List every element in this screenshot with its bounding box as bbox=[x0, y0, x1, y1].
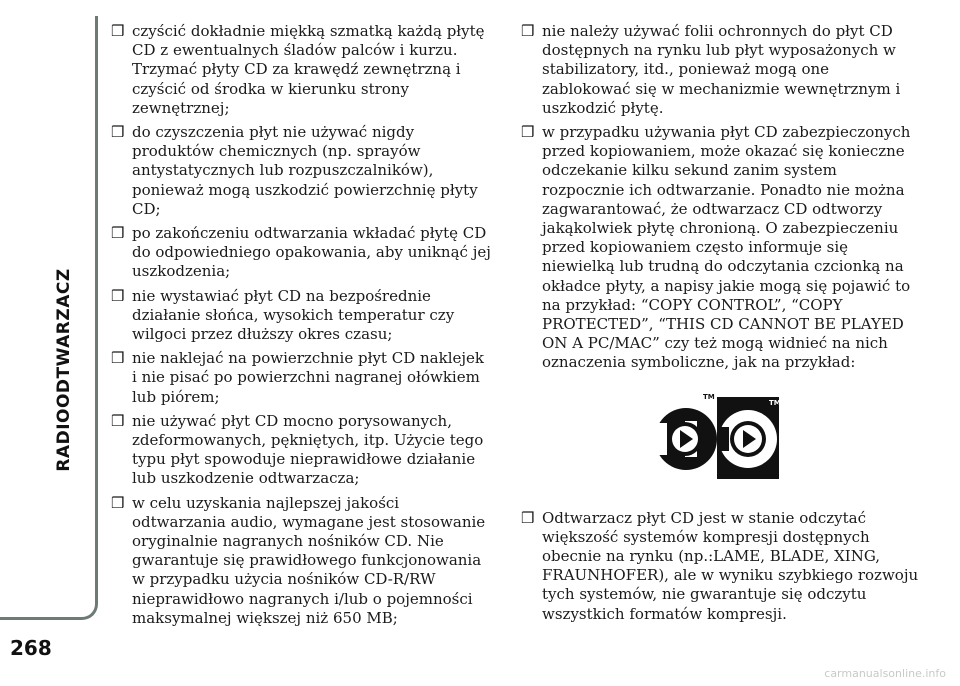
list-item bbox=[111, 287, 491, 345]
list-item-text: nie naklejać na powierzchnie płyt CD naklejek i nie pisać po powierzchni nagranej ołówkiem lub piórem; bbox=[132, 349, 484, 406]
watermark: carmanualsonline.info bbox=[824, 667, 946, 680]
page-number: 268 bbox=[10, 636, 52, 660]
left-column bbox=[111, 22, 491, 633]
trademark-mark: TM bbox=[769, 398, 781, 407]
section-tab bbox=[0, 16, 98, 620]
right-column bbox=[521, 22, 921, 629]
checkbox-bullet-icon: ❒ bbox=[111, 286, 125, 305]
list-item-text: nie wystawiać płyt CD na bezpośrednie działanie słońca, wysokich temperatur czy wilgoci przez dłuższy okres czasu; bbox=[132, 286, 455, 344]
checkbox-bullet-icon: ❒ bbox=[111, 123, 125, 142]
list-item-text: do czyszczenia płyt nie używać nigdy produktów chemicznych (np. sprayów antystatycznych lub rozpuszczalników), ponieważ mogą uszkodzić powierzchnię płyty CD; bbox=[132, 123, 478, 218]
checkbox-bullet-icon: ❒ bbox=[111, 411, 125, 430]
checkbox-bullet-icon: ❒ bbox=[111, 224, 125, 243]
list-item-text: w przypadku używania płyt CD zabezpieczonych przed kopiowaniem, może okazać się konieczne odczekanie kilku sekund zanim system rozpocznie ich odtwarzanie. Ponadto nie można zagwarantować, że odtwarzacz CD odtworzy jakąkolwiek płytę chronioną. O zabezpieczeniu przed kopiowaniem często informuje się niewielką lub trudną do odczytania czcionką na okładce płyty, a napisy jakie mogą się pojawić to na przykład: “COPY CONTROL”, “COPY PROTECTED”, “THIS CD CANNOT BE PLAYED ON A PC/MAC” czy też mogą widnieć na nich oznaczenia symboliczne, jak na przykład: bbox=[542, 123, 911, 372]
list-item bbox=[111, 412, 491, 489]
list-item-text: w celu uzyskania najlepszej jakości odtwarzania audio, wymagane jest stosowanie oryginalnie nagranych nośników CD. Nie gwarantuje się prawidłowego funkcjonowania w przypadku użycia nośników CD-R/RW nieprawidłowo nagranych i/lub o pojemności maksymalnej większej niż 650 MB; bbox=[132, 493, 486, 627]
list-item-text: nie używać płyt CD mocno porysowanych, zdeformowanych, pękniętych, itp. Użycie tego typu płyt spowoduje nieprawidłowe działanie lub uszkodzenie odtwarzacza; bbox=[132, 411, 484, 488]
checkbox-bullet-icon: ❒ bbox=[521, 123, 535, 142]
list-item bbox=[111, 349, 491, 407]
list-item-text: nie należy używać folii ochronnych do płyt CD dostępnych na rynku lub płyt wyposażonych w stabilizatory, itd., ponieważ mogą one zablokować się w mechanizmie wewnętrznym i uszkodzić płytę. bbox=[542, 22, 901, 117]
checkbox-bullet-icon: ❒ bbox=[111, 349, 125, 368]
list-item bbox=[521, 22, 921, 118]
trademark-mark: TM bbox=[703, 392, 715, 401]
checkbox-bullet-icon: ❒ bbox=[111, 493, 125, 512]
checkbox-bullet-icon: ❒ bbox=[111, 22, 125, 40]
copy-protection-symbols-icon bbox=[649, 389, 789, 489]
list-item bbox=[111, 224, 491, 282]
list-item bbox=[521, 123, 921, 373]
checkbox-bullet-icon: ❒ bbox=[521, 508, 535, 527]
list-item-text: czyścić dokładnie miękką szmatką każdą płytę CD z ewentualnych śladów palców i kurzu. Trzymać płyty CD za krawędź zewnętrzną i czyścić od środka w kierunku strony zewnętrznej; bbox=[132, 22, 485, 117]
checkbox-bullet-icon: ❒ bbox=[521, 22, 535, 40]
list-item-text: Odtwarzacz płyt CD jest w stanie odczytać większość systemów kompresji dostępnych obecnie na rynku (np.:LAME, BLADE, XING, FRAUNHOFER), ale w wyniku szybkiego rozwoju tych systemów, nie gwarantuje się odczytu wszystkich formatów kompresji. bbox=[542, 508, 919, 623]
list-item bbox=[111, 123, 491, 219]
list-item bbox=[111, 494, 491, 628]
section-label: RADIOODTWARZACZ bbox=[54, 268, 74, 472]
list-item-text: po zakończeniu odtwarzania wkładać płytę CD do odpowiedniego opakowania, aby uniknąć jej uszkodzenia; bbox=[132, 224, 491, 281]
list-item bbox=[111, 22, 491, 118]
list-item bbox=[521, 509, 921, 624]
copy-protection-logos bbox=[521, 383, 921, 499]
